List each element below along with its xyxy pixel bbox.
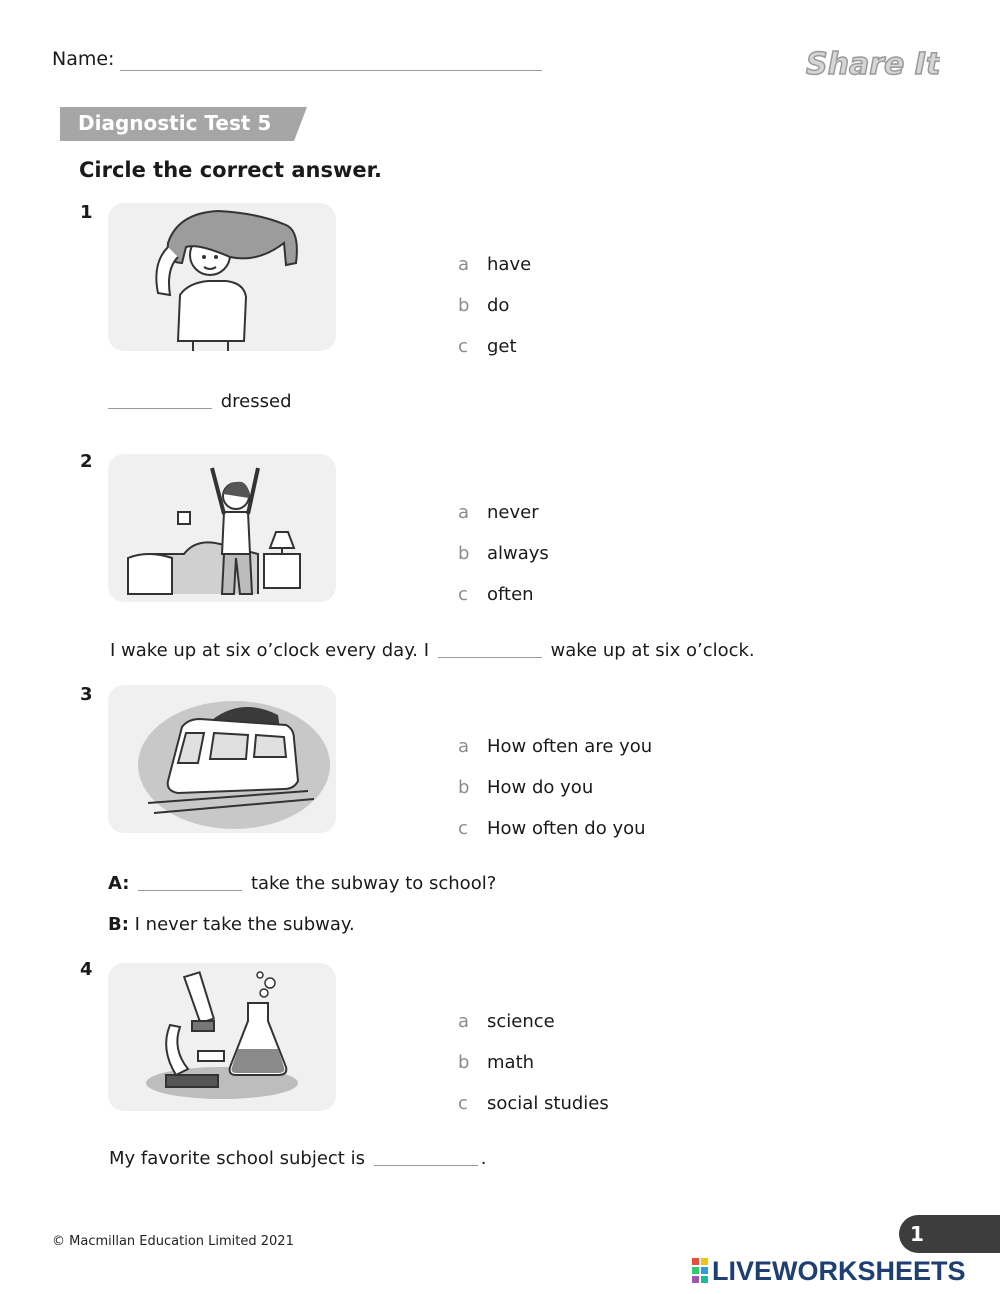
page-number: 1 — [910, 1222, 924, 1246]
boy-putting-on-sweater-icon — [108, 203, 336, 351]
question-number: 3 — [80, 684, 93, 705]
option-c[interactable]: c get — [458, 336, 517, 357]
logo-text: Share It! — [806, 47, 940, 82]
question-number: 2 — [80, 451, 93, 472]
option-b[interactable]: b How do you — [458, 777, 594, 798]
option-a[interactable]: a never — [458, 502, 539, 523]
option-text: How often are you — [487, 736, 653, 757]
option-text: never — [487, 502, 539, 523]
option-text: How often do you — [487, 818, 646, 839]
liveworksheets-text: LIVEWORKSHEETS — [712, 1256, 966, 1286]
option-text: math — [487, 1052, 535, 1073]
name-input-line[interactable] — [120, 70, 542, 71]
option-text: have — [487, 254, 532, 275]
liveworksheets-logo — [690, 1254, 990, 1290]
share-it-logo — [800, 40, 940, 88]
question-sentence: dressed — [105, 391, 292, 412]
banner-title: Diagnostic Test 5 — [78, 111, 272, 135]
girl-waking-up-icon — [108, 454, 336, 602]
option-c[interactable]: c social studies — [458, 1093, 609, 1114]
answer-blank[interactable] — [374, 1165, 478, 1166]
question-sentence: My favorite school subject is . — [109, 1148, 487, 1169]
subway-train-icon — [108, 685, 336, 833]
question-number: 1 — [80, 202, 93, 223]
option-a[interactable]: a have — [458, 254, 532, 275]
option-a[interactable]: a How often are you — [458, 736, 653, 757]
name-label: Name: — [52, 48, 115, 70]
instruction-heading: Circle the correct answer. — [79, 158, 382, 182]
option-c[interactable]: c How often do you — [458, 818, 646, 839]
question-number: 4 — [80, 959, 93, 980]
copyright-text: © Macmillan Education Limited 2021 — [52, 1234, 294, 1249]
option-text: science — [487, 1011, 555, 1032]
option-text: do — [487, 295, 510, 316]
answer-blank[interactable] — [108, 408, 212, 409]
option-text: always — [487, 543, 549, 564]
option-text: often — [487, 584, 534, 605]
answer-blank[interactable] — [438, 657, 542, 658]
option-b[interactable]: b math — [458, 1052, 535, 1073]
question-sentence: I wake up at six o’clock every day. I wake up at six o’clock. — [110, 640, 755, 661]
option-a[interactable]: a science — [458, 1011, 555, 1032]
dialogue-line-b: B: I never take the subway. — [108, 914, 355, 935]
option-c[interactable]: c often — [458, 584, 534, 605]
option-text: get — [487, 336, 517, 357]
option-text: social studies — [487, 1093, 609, 1114]
microscope-flask-icon — [108, 963, 336, 1111]
option-b[interactable]: b do — [458, 295, 510, 316]
answer-blank[interactable] — [138, 890, 242, 891]
dialogue-line-a: A: take the subway to school? — [108, 873, 497, 894]
option-b[interactable]: b always — [458, 543, 549, 564]
option-text: How do you — [487, 777, 594, 798]
